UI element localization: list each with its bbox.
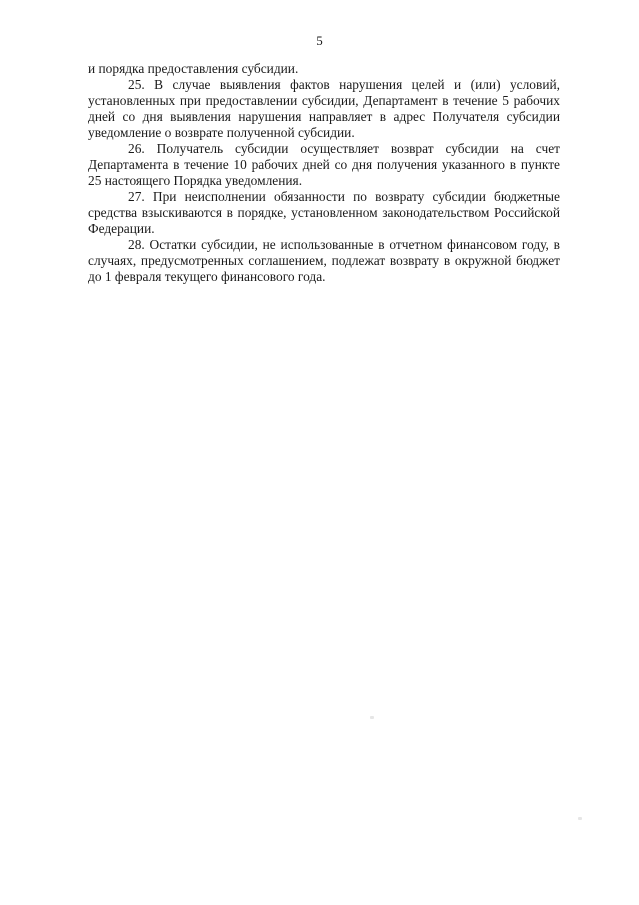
document-body xyxy=(88,61,560,285)
paragraph-25: 25. В случае выявления фактов нарушения целей и (или) условий, установленных при предоставлении субсидии, Департамент в течение 5 рабочих дней со дня выявления нарушения направляет в адрес Получателя субсидии уведомление о возврате полученной субсидии. xyxy=(88,77,560,140)
paragraph-continuation: и порядка предоставления субсидии. xyxy=(88,61,299,76)
paragraph-26: 26. Получатель субсидии осуществляет возврат субсидии на счет Департамента в течение 10 рабочих дней со дня получения указанного в пункте 25 настоящего Порядка уведомления. xyxy=(88,141,560,188)
paragraph-28: 28. Остатки субсидии, не использованные в отчетном финансовом году, в случаях, предусмотренных соглашением, подлежат возврату в окружной бюджет до 1 февраля текущего финансового года. xyxy=(88,237,560,284)
scan-artifact xyxy=(370,716,374,719)
paragraph-27: 27. При неисполнении обязанности по возврату субсидии бюджетные средства взыскиваются в порядке, установленном законодательством Российской Федерации. xyxy=(88,189,560,236)
page-number: 5 xyxy=(316,33,323,48)
scan-artifact xyxy=(578,817,582,820)
